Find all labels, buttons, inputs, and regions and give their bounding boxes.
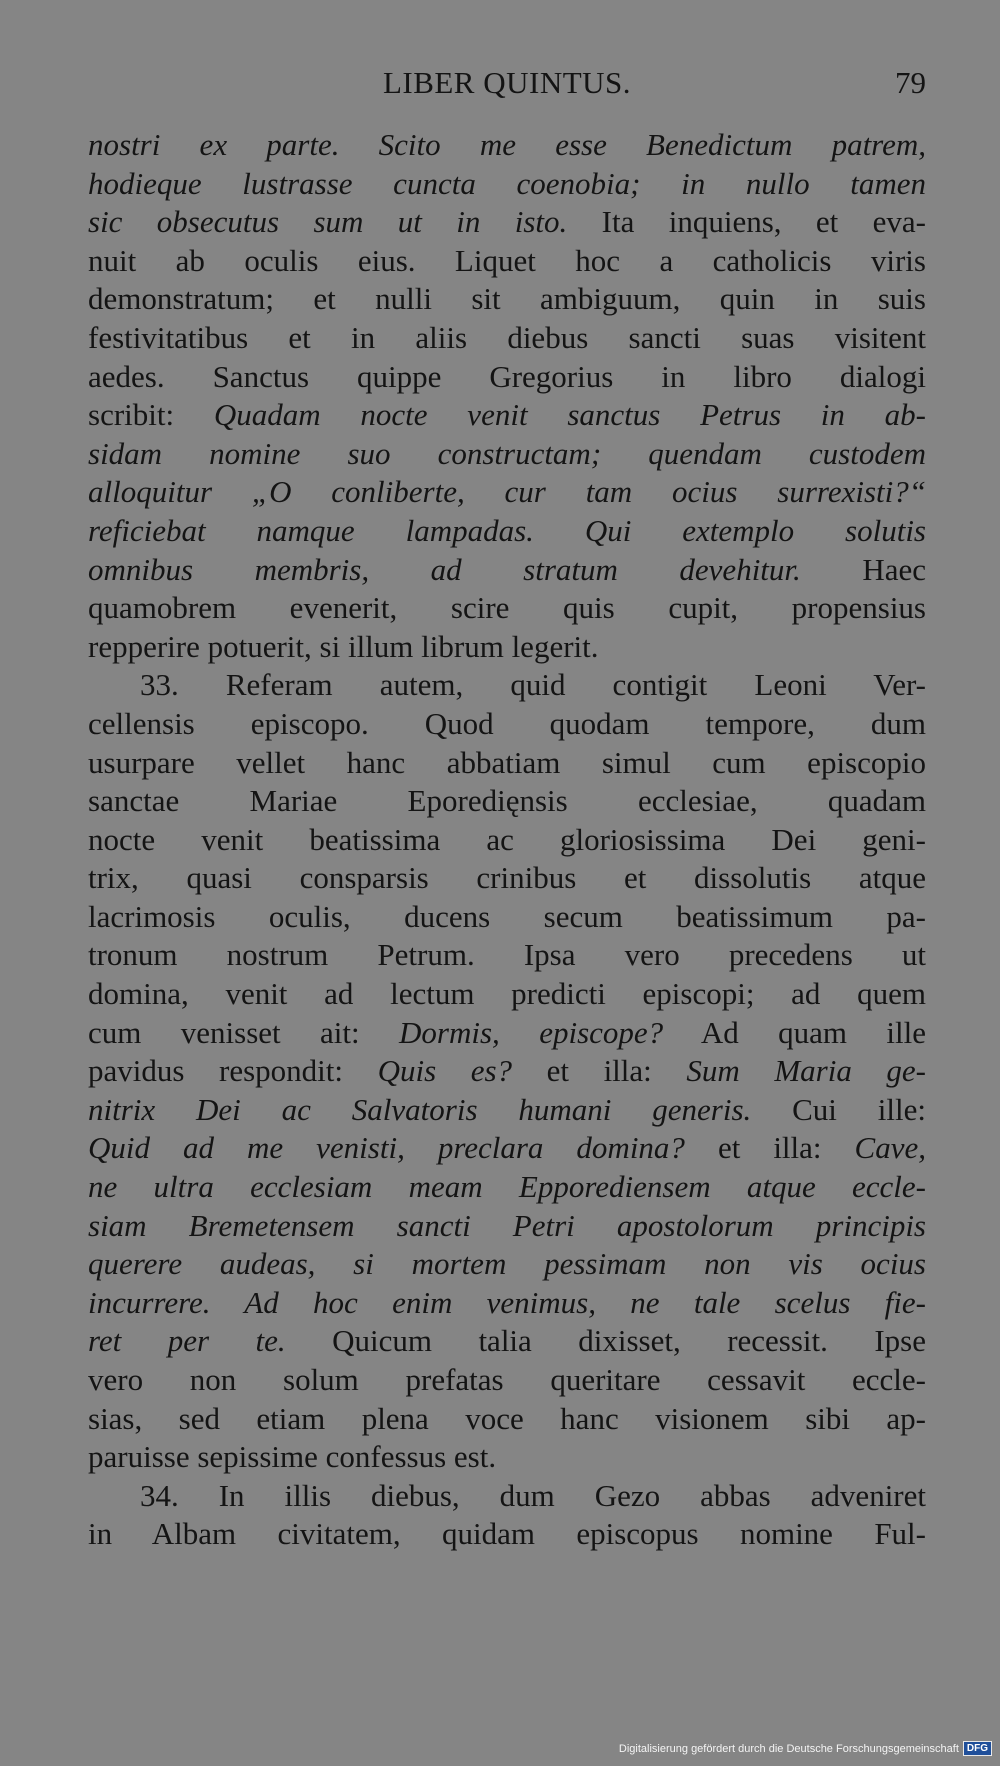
text-line	[88, 1284, 926, 1323]
italic-segment: Cave,	[854, 1130, 926, 1166]
text-line	[88, 975, 926, 1014]
text-line	[88, 473, 926, 512]
text-line	[88, 1477, 926, 1516]
text-line	[88, 936, 926, 975]
italic-segment: Quis es?	[377, 1053, 513, 1089]
text-line	[88, 1361, 926, 1400]
text-line	[88, 1052, 926, 1091]
italic-segment: Quadam nocte venit sanctus Petrus in ab-	[213, 397, 926, 433]
text-line	[88, 165, 926, 204]
text-segment: Cui ille:	[751, 1091, 926, 1127]
text-line	[88, 1091, 926, 1130]
text-segment: repperire potuerit, si illum librum legerit.	[88, 628, 599, 664]
italic-segment: sic obsecutus sum ut in isto.	[88, 204, 568, 240]
text-segment: 34. In illis diebus, dum Gezo abbas adveniret	[140, 1477, 926, 1513]
dfg-logo: DFG	[963, 1741, 992, 1756]
text-line	[88, 628, 926, 667]
text-line	[88, 1245, 926, 1284]
text-line	[88, 744, 926, 783]
credit-text: Digitalisierung gefördert durch die Deutsche Forschungsgemeinschaft	[618, 1742, 959, 1755]
text-segment: domina, venit ad lectum predicti episcopi; ad quem	[88, 976, 926, 1012]
text-line	[88, 821, 926, 860]
text-line	[88, 589, 926, 628]
running-head	[88, 60, 926, 106]
text-line	[88, 1014, 926, 1053]
text-segment: scribit:	[88, 397, 214, 433]
text-line	[88, 319, 926, 358]
text-segment: cum venisset ait:	[88, 1014, 400, 1050]
text-line	[88, 512, 926, 551]
text-segment: vero non solum prefatas queritare cessavit eccle-	[88, 1362, 926, 1397]
text-segment: Haec	[800, 551, 926, 587]
text-segment: paruisse sepissime confessus est.	[88, 1439, 497, 1475]
text-segment: Quicum talia dixisset, recessit. Ipse	[285, 1323, 926, 1359]
text-line	[88, 396, 926, 435]
text-line	[88, 666, 926, 705]
italic-segment: omnibus membris, ad stratum devehitur.	[88, 551, 801, 587]
text-line	[88, 859, 926, 898]
text-segment: trix, quasi consparsis crinibus et dissolutis atque	[88, 860, 926, 896]
text-line	[88, 1438, 926, 1477]
text-line	[88, 782, 926, 821]
italic-segment: Dormis, episcope?	[399, 1014, 664, 1050]
text-segment: et illa:	[512, 1053, 687, 1089]
text-line	[88, 898, 926, 937]
italic-segment: alloquitur „O conliberte, cur tam ocius surrexisti?“	[88, 474, 926, 510]
italic-segment: nitrix Dei ac Salvatoris humani generis.	[88, 1091, 752, 1127]
text-segment: sanctae Mariae Eporedięnsis ecclesiae, quadam	[88, 783, 926, 819]
italic-segment: sidam nomine suo constructam; quendam custodem	[88, 435, 926, 471]
text-line	[88, 435, 926, 474]
text-segment: cellensis episcopo. Quod quodam tempore, dum	[88, 705, 926, 741]
text-segment: sias, sed etiam plena voce hanc visionem sibi ap-	[88, 1400, 926, 1436]
text-line	[88, 1400, 926, 1439]
text-line	[88, 551, 926, 590]
text-line	[88, 1129, 926, 1168]
text-segment: in Albam civitatem, quidam episcopus nomine Ful-	[88, 1516, 926, 1552]
italic-segment: hodieque lustrasse cuncta coenobia; in nullo tamen	[88, 165, 926, 201]
text-line	[88, 1168, 926, 1207]
text-segment: pavidus respondit:	[88, 1053, 378, 1089]
text-line	[88, 203, 926, 242]
text-segment: festivitatibus et in aliis diebus sancti suas visitent	[88, 319, 926, 355]
text-segment: Ita inquiens, et eva-	[567, 204, 926, 240]
text-segment: quamobrem evenerit, scire quis cupit, propensius	[88, 590, 926, 626]
text-segment: Ad quam ille	[663, 1014, 926, 1050]
italic-segment: ret per te.	[88, 1323, 286, 1359]
text-segment: aedes. Sanctus quippe Gregorius in libro dialogi	[88, 358, 926, 394]
italic-segment: ne ultra ecclesiam meam Epporediensem atque eccle-	[88, 1169, 926, 1205]
text-segment: usurpare vellet hanc abbatiam simul cum episcopio	[88, 744, 926, 780]
text-line	[88, 1515, 926, 1554]
text-segment: nocte venit beatissima ac gloriosissima Dei geni-	[88, 821, 926, 857]
text-line	[88, 705, 926, 744]
text-segment: nuit ab oculis eius. Liquet hoc a catholicis viris	[88, 242, 926, 278]
italic-segment: siam Bremetensem sancti Petri apostolorum principis	[88, 1207, 926, 1243]
text-segment: demonstratum; et nulli sit ambiguum, quin in suis	[88, 281, 926, 317]
italic-segment: Quid ad me venisti, preclara domina?	[88, 1130, 685, 1166]
italic-segment: reficiebat namque lampadas. Qui extemplo solutis	[88, 512, 926, 548]
text-line	[88, 358, 926, 397]
text-segment: 33. Referam autem, quid contigit Leoni Ver-	[140, 667, 926, 703]
italic-segment: Sum Maria ge-	[686, 1053, 926, 1089]
text-line	[88, 126, 926, 165]
running-title: LIBER QUINTUS.	[382, 65, 632, 100]
italic-segment: querere audeas, si mortem pessimam non vis ocius	[88, 1246, 926, 1282]
body-text	[88, 126, 926, 1554]
text-line	[88, 1322, 926, 1361]
text-segment: lacrimosis oculis, ducens secum beatissimum pa-	[88, 898, 926, 934]
italic-segment: nostri ex parte. Scito me esse Benedictum patrem,	[88, 127, 926, 162]
text-line	[88, 242, 926, 281]
page-number: 79	[895, 65, 926, 100]
italic-segment: incurrere. Ad hoc enim venimus, ne tale scelus fie-	[88, 1284, 926, 1320]
digitization-credit	[619, 1741, 992, 1756]
text-line	[88, 1207, 926, 1246]
text-segment: et illa:	[684, 1130, 855, 1166]
book-page	[88, 60, 926, 1554]
text-segment: tronum nostrum Petrum. Ipsa vero precedens ut	[88, 937, 926, 973]
text-line	[88, 280, 926, 319]
